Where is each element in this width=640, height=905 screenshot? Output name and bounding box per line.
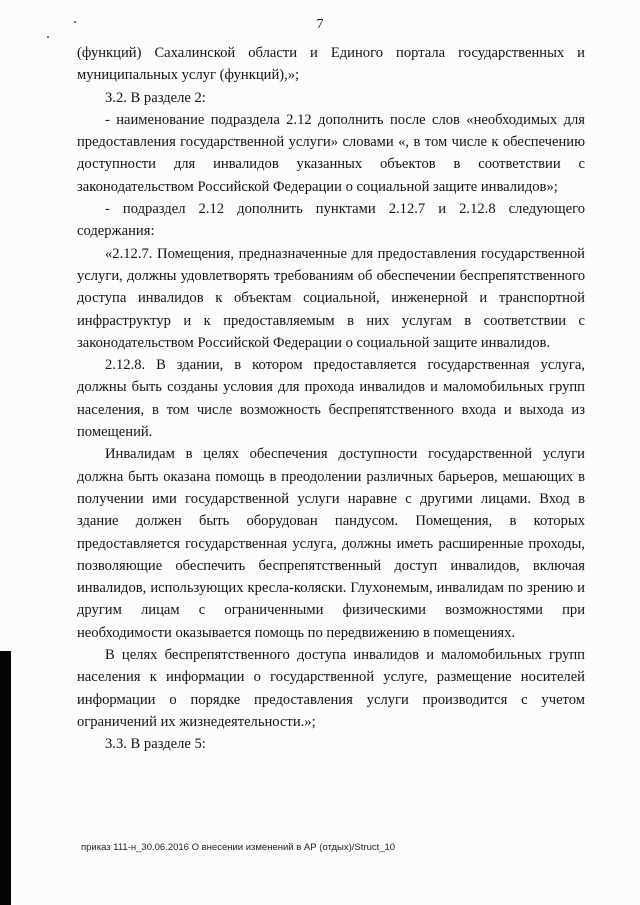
paragraph-information-access: В целях беспрепятственного доступа инвалидов и маломобильных групп населения к информации о государственной услуге, размещение носителей информации о порядке предоставления услуги производится с учетом ограничений их жизнедеятельности.»; <box>77 647 585 730</box>
scan-edge-shadow <box>0 651 11 905</box>
paragraph-disabled-assistance: Инвалидам в целях обеспечения доступности государственной услуги должна быть оказана помощь в преодолении различных барьеров, мешающих в получении ими государственной услуги наравне с другими лицами. Вход в здание должен быть оборудован пандусом. Помещения, в которых предоставляется государственная услуга, должны иметь расширенные проходы, позволяющие обеспечить беспрепятственный доступ инвалидов, включая инвалидов, использующих кресла-коляски. Глухонемым, инвалидам по зрению и другим лицам с ограниченными физическими возможностями при необходимости оказывается помощь по передвижению в помещениях. <box>77 446 585 641</box>
section-heading-3-2: 3.2. В разделе 2: <box>105 89 206 106</box>
document-body <box>77 42 585 756</box>
paragraph-2-12-7: «2.12.7. Помещения, предназначенные для предоставления государственной услуги, должны удовлетворять требованиям об обеспечении беспрепятственного доступа инвалидов к объектам социальной, инженерной и транспортной инфраструктур и к предоставляемым в них услугам в соответствии с законодательством Российской Федерации о социальной защите инвалидов. <box>77 245 585 351</box>
section-heading-3-3: 3.3. В разделе 5: <box>105 736 206 753</box>
paragraph-subsection-title-change: - наименование подраздела 2.12 дополнить после слов «необходимых для предоставления государственной услуги» словами «, в том числе к обеспечению доступности для инвалидов указанных объектов в соответствии с законодательством Российской Федерации о социальной защите инвалидов»; <box>77 111 585 195</box>
page-number: 7 <box>316 17 324 32</box>
scan-speck <box>47 36 49 38</box>
paragraph-2-12-8: 2.12.8. В здании, в котором предоставляется государственная услуга, должны быть созданы условия для прохода инвалидов и маломобильных групп населения, в том числе возможность беспрепятственного входа и выхода из помещений. <box>77 357 585 441</box>
paragraph-subsection-additions: - подраздел 2.12 дополнить пунктами 2.12.7 и 2.12.8 следующего содержания: <box>77 201 585 240</box>
document-footer: приказ 111-н_30.06.2016 О внесении изменений в АР (отдых)/Struct_10 <box>81 842 396 853</box>
paragraph-continuation: (функций) Сахалинской области и Единого портала государственных и муниципальных услуг (функций),»; <box>77 45 585 84</box>
